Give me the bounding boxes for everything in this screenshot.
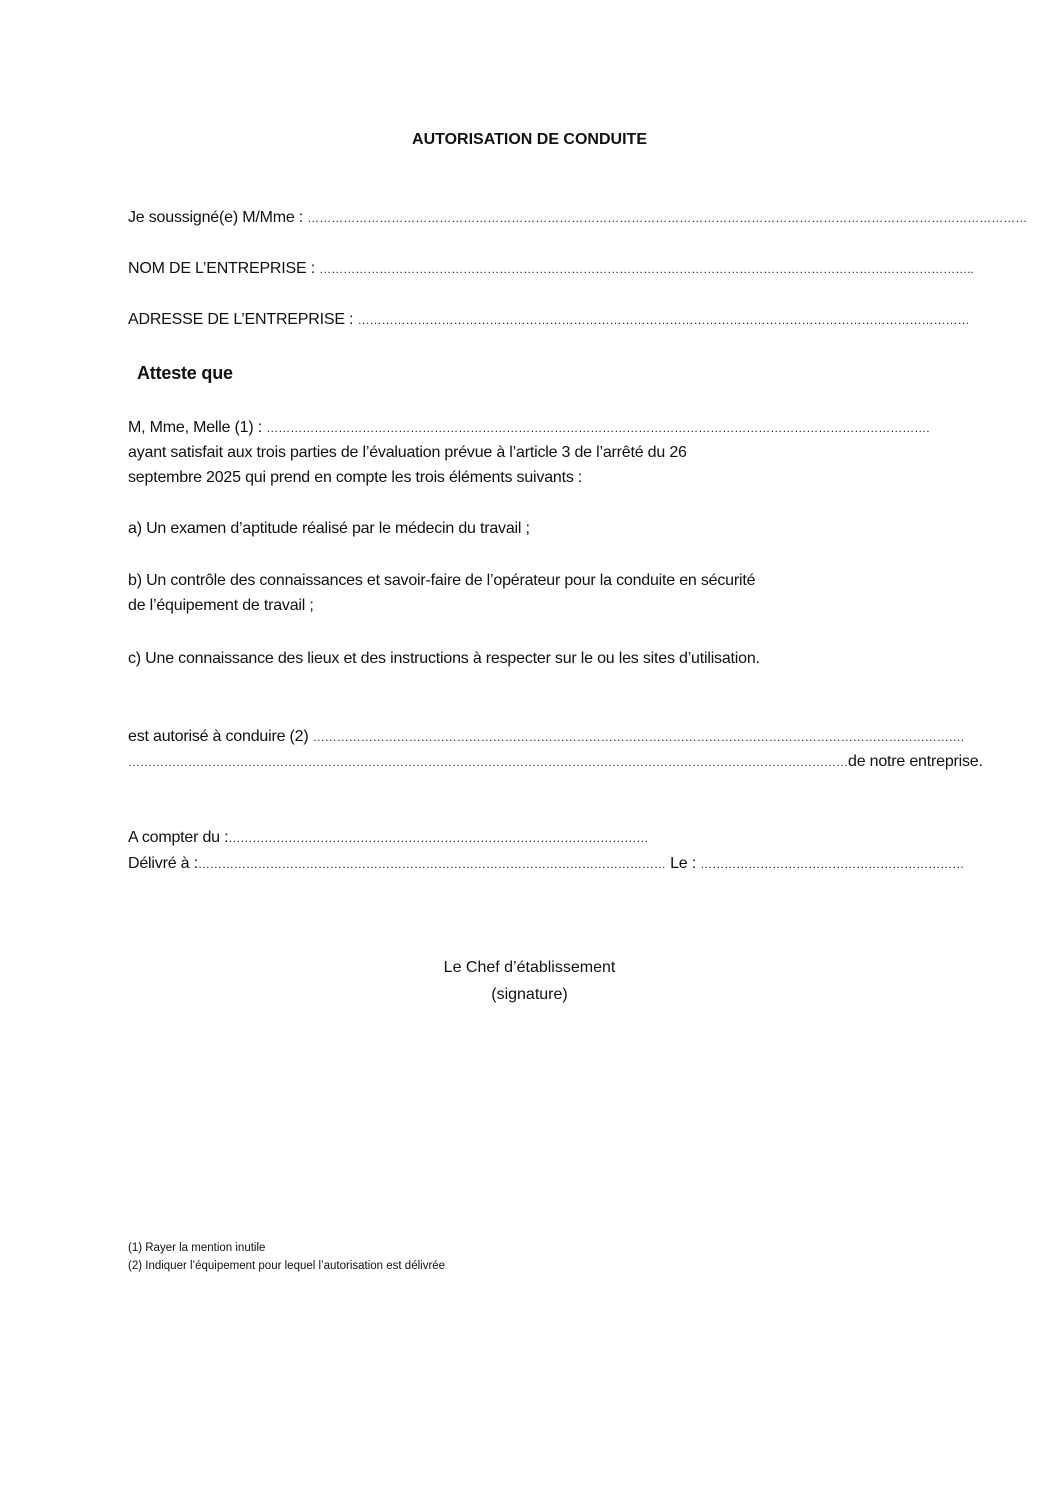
soussigne-field [128, 207, 1027, 229]
footnote-1: (1) Rayer la mention inutile [128, 1242, 266, 1254]
a-compter-field [128, 827, 648, 849]
autorisation-line-2 [128, 751, 983, 773]
evaluation-line-2: septembre 2025 qui prend en compte les trois éléments suivants : [128, 469, 583, 486]
entreprise-adresse-label: ADRESSE DE L’ENTREPRISE : [128, 311, 358, 328]
a-compter-dots: …………………………………………………………………………………………… [228, 831, 649, 845]
signature-title: Le Chef d’établissement [443, 959, 616, 976]
autorisation-dots-1: ………………………………………………………………………………………………………………………………………………. [312, 730, 965, 744]
a-compter-label: A compter du : [128, 829, 229, 846]
document-title: AUTORISATION DE CONDUITE [412, 131, 647, 148]
le-label: Le : [665, 855, 701, 872]
delivre-label: Délivré à : [128, 855, 198, 872]
entreprise-nom-field [128, 258, 974, 280]
evaluation-line-1: ayant satisfait aux trois parties de l’évaluation prévue à l’article 3 de l’arrêté du 26 [128, 444, 687, 461]
soussigne-dots: ……………………………………………………………………………………………………………………………………………………………… [307, 211, 1028, 225]
autorisation-label: est autorisé à conduire (2) [128, 728, 313, 745]
item-b-line-2: de l’équipement de travail ; [128, 597, 314, 614]
le-dots: ………………………………………………………… [700, 857, 965, 871]
item-a: a) Un examen d’aptitude réalisé par le médecin du travail ; [128, 520, 530, 537]
signature-note: (signature) [491, 986, 568, 1003]
person-field [128, 417, 930, 439]
entreprise-adresse-field [128, 309, 970, 331]
entreprise-adresse-dots: ……………………………………………………………………………………………………………………………………… [357, 313, 970, 327]
entreprise-nom-label: NOM DE L’ENTREPRISE : [128, 260, 320, 277]
autorisation-suffix: de notre entreprise. [848, 753, 983, 770]
person-dots: …………………………………………………………………………………………………………………………………………………. [266, 421, 930, 435]
autorisation-dots-2: ……………………………………………………………………………………………………………………………………………………………… [128, 755, 848, 769]
item-b-line-1: b) Un contrôle des connaissances et savoir-faire de l’opérateur pour la conduite en sécurité [128, 572, 756, 589]
delivre-dots: ……………………………………………………………………………………………………… [197, 857, 666, 871]
entreprise-nom-dots: ……………………………………………………………………………………………………………………………………………….. [319, 262, 974, 276]
person-label: M, Mme, Melle (1) : [128, 419, 267, 436]
footnote-2: (2) Indiquer l’équipement pour lequel l’autorisation est délivrée [128, 1260, 446, 1272]
item-c: c) Une connaissance des lieux et des instructions à respecter sur le ou les sites d’utilisation. [128, 650, 760, 667]
atteste-heading: Atteste que [137, 363, 233, 383]
autorisation-line-1 [128, 726, 964, 748]
delivre-field [128, 853, 964, 875]
soussigne-label: Je soussigné(e) M/Mme : [128, 209, 308, 226]
